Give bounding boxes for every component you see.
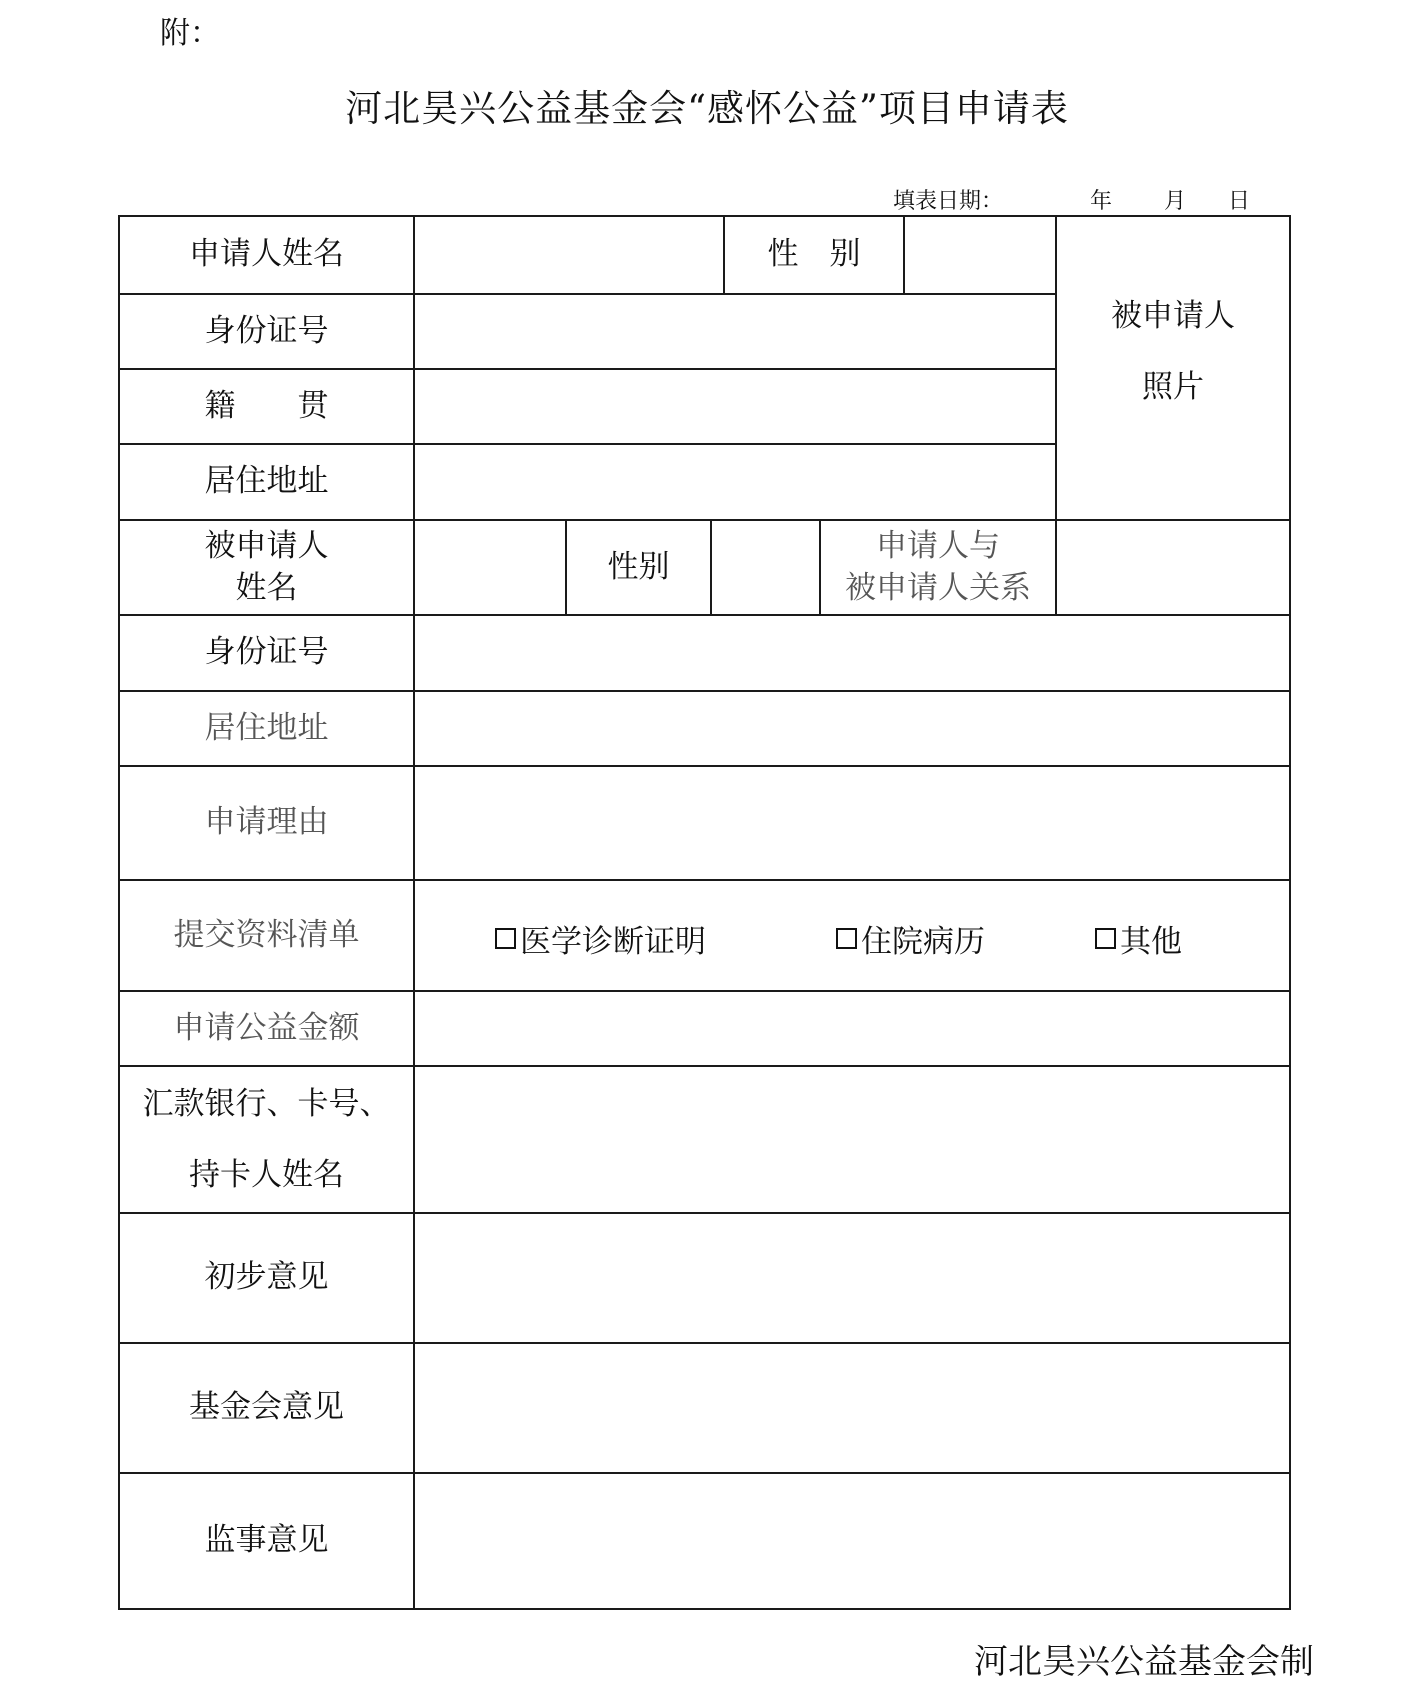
foundation-opinion-field[interactable] (415, 1344, 1289, 1472)
beneficiary-id-label: 身份证号 (204, 634, 329, 671)
reason-label: 申请理由 (204, 804, 329, 841)
foundation-opinion-label: 基金会意见 (189, 1389, 344, 1426)
applicant-name-field[interactable] (415, 217, 723, 293)
checkbox-square-icon[interactable] (1095, 928, 1116, 949)
relation-label-line1: 申请人与 (876, 527, 1000, 564)
beneficiary-address-field[interactable] (415, 692, 1289, 765)
beneficiary-name-label (120, 521, 413, 614)
amount-field[interactable] (415, 992, 1289, 1065)
applicant-address-field[interactable] (415, 445, 1055, 519)
bank-field[interactable] (415, 1067, 1289, 1212)
photo-label-line2: 照片 (1142, 369, 1204, 405)
supervisor-opinion-label: 监事意见 (204, 1522, 329, 1559)
table-border-bottom (118, 1608, 1291, 1610)
date-day: 日 (1228, 189, 1251, 214)
checkbox-hospital-record-label: 住院病历 (861, 924, 985, 960)
supervisor-opinion-field[interactable] (415, 1474, 1289, 1608)
preliminary-opinion-label: 初步意见 (204, 1259, 329, 1296)
materials-label: 提交资料清单 (173, 916, 360, 953)
photo-label-line1: 被申请人 (1111, 298, 1235, 334)
bank-label (120, 1067, 413, 1212)
relation-label-line2: 被申请人关系 (845, 569, 1031, 606)
applicant-name-label: 申请人姓名 (189, 236, 344, 273)
checkbox-square-icon[interactable] (836, 928, 857, 949)
applicant-gender-field[interactable] (905, 217, 1055, 293)
relation-label (821, 521, 1055, 614)
date-label: 填表日期： (893, 189, 1004, 214)
checkbox-square-icon[interactable] (495, 928, 516, 949)
checkbox-other-label: 其他 (1120, 924, 1182, 960)
beneficiary-name-label-line1: 被申请人 (204, 527, 329, 564)
table-border-right (1289, 215, 1291, 1610)
beneficiary-name-label-line2: 姓名 (235, 569, 298, 606)
amount-label: 申请公益金额 (173, 1009, 360, 1046)
attachment-label: 附： (160, 16, 220, 51)
applicant-address-label: 居住地址 (204, 463, 329, 500)
applicant-id-label: 身份证号 (204, 312, 329, 349)
applicant-gender-label: 性 别 (767, 236, 861, 273)
form-title: 河北昊兴公益基金会“感怀公益”项目申请表 (345, 87, 1069, 130)
date-month: 月 (1164, 189, 1187, 214)
beneficiary-gender-field[interactable] (712, 521, 819, 614)
relation-field[interactable] (1057, 521, 1289, 614)
applicant-id-field[interactable] (415, 295, 1055, 368)
bank-label-line1: 汇款银行、卡号、 (142, 1085, 391, 1122)
photo-area[interactable] (1057, 217, 1289, 519)
checkbox-other[interactable] (1095, 916, 1182, 961)
date-year: 年 (1090, 189, 1113, 214)
beneficiary-gender-label: 性别 (607, 548, 670, 585)
checkbox-medical-diagnosis[interactable] (495, 916, 706, 961)
reason-field[interactable] (415, 767, 1289, 879)
bank-label-line2: 持卡人姓名 (189, 1156, 344, 1193)
checkbox-medical-diagnosis-label: 医学诊断证明 (520, 924, 706, 960)
beneficiary-id-field[interactable] (415, 616, 1289, 690)
checkbox-hospital-record[interactable] (836, 916, 985, 961)
footer-issuer: 河北昊兴公益基金会制 (974, 1642, 1314, 1682)
native-place-field[interactable] (415, 370, 1055, 443)
preliminary-opinion-field[interactable] (415, 1214, 1289, 1342)
beneficiary-address-label: 居住地址 (204, 709, 329, 746)
native-place-label: 籍 贯 (204, 387, 329, 424)
beneficiary-name-field[interactable] (415, 521, 565, 614)
